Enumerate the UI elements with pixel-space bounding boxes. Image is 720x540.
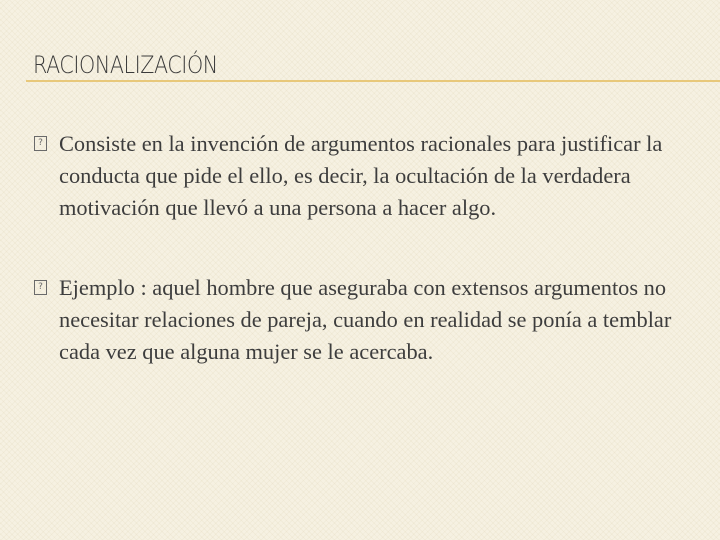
- slide-title: RACIONALIZACIÓN: [33, 51, 218, 79]
- title-underline: [26, 80, 720, 82]
- bullet-item: [32, 272, 700, 368]
- placeholder-box-icon: ?: [34, 280, 47, 295]
- bullet-text: Ejemplo : aquel hombre que aseguraba con extensos argumentos no necesitar relaciones de pareja, cuando en realidad se ponía a temblar cada vez que alguna mujer se le acercaba.: [59, 275, 672, 364]
- bullet-text: Consiste en la invención de argumentos racionales para justificar la conducta que pide el ello, es decir, la ocultación de la verdadera motivación que llevó a una persona a hacer algo.: [59, 131, 663, 220]
- bullet-list: [32, 128, 700, 416]
- bullet-item: [32, 128, 700, 224]
- placeholder-box-icon: ?: [34, 136, 47, 151]
